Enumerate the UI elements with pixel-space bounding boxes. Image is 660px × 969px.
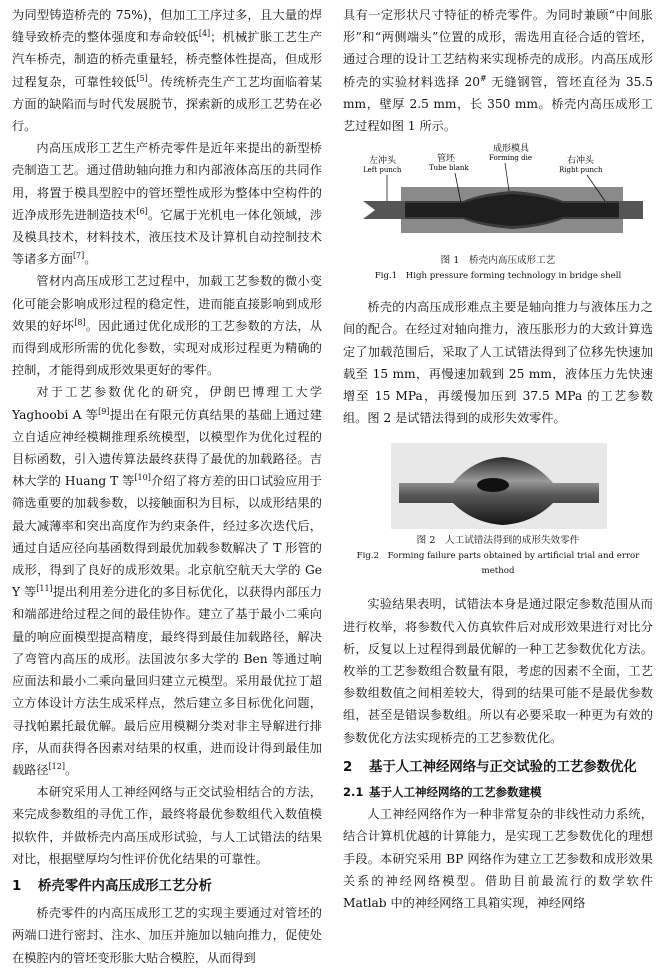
subsection-heading: 2.1 基于人工神经网络的工艺参数建模 bbox=[343, 785, 542, 800]
figure-2-caption-en: Fig.2 Forming failure parts obtained by artificial trial and error method bbox=[356, 551, 640, 577]
label-right-punch-cn: 右冲头 bbox=[567, 156, 595, 167]
label-die-en: Forming die bbox=[489, 154, 532, 163]
paragraph: 为同型铸造桥壳的 75%)，但加工工序过多，且大量的焊缝导致桥壳的整体强度和寿命较低[4]；机械扩胀工艺生产汽车桥壳，制造的桥壳重量轻，桥壳整体性提高，但成形过程复杂，可靠性较低[5]。传统桥壳生产工艺均面临着某方面的缺陷而与时代发展脱节，探索新的成形工艺势在必行。 bbox=[12, 8, 323, 134]
label-left-punch-en: Left punch bbox=[363, 166, 402, 175]
paragraph: 内高压成形工艺生产桥壳零件是近年来提出的新型桥壳制造工艺。通过借助轴向推力和内部液体高压的共同作用，将置于模具型腔中的管坯塑性成形为整体中空构件的近净成形先进制造技术[6]。它属于光机电一体化领域，涉及模具技术，材料技术，液压技术及计算机自动控制技术等诸多方面[7]。 bbox=[12, 141, 323, 267]
right-column bbox=[343, 4, 653, 914]
paragraph: 具有一定形状尺寸特征的桥壳零件。为同时兼顾“中间胀形”和“两侧端头”位置的成形，需选用直径合适的管坯，通过合理的设计工艺结构来实现桥壳的成形。内高压成形桥壳的实验材料选择 20# 无缝钢管，管坯直径为 35.5 mm，壁厚 2.5 mm，长 350 mm。桥壳内高压成形工艺过程如图 1 所示。 bbox=[343, 8, 653, 134]
paragraph: 桥壳的内高压成形难点主要是轴向推力与液体压力之间的配合。在经过对轴向推力，液压胀形力的大致计算选定了加载范围后，采取了人工试错法得到了位移先快速加载至 15 mm，再慢速加载到 25 mm，液体压力先快速增至 15 MPa，再缓慢加压到 37.5 MPa 的工艺参数组。图 2 是试错法得到的成形失效零件。 bbox=[343, 300, 653, 426]
figure-1 bbox=[343, 141, 653, 284]
figure-1-caption-en: Fig.1 High pressure forming technology in bridge shell bbox=[374, 271, 622, 282]
section-heading: 2 基于人工神经网络与正交试验的工艺参数优化 bbox=[343, 759, 637, 775]
label-tube-en: Tube blank bbox=[429, 164, 469, 173]
paragraph: 人工神经网络作为一种非常复杂的非线性动力系统，结合计算机优越的计算能力，是实现工艺参数优化的理想手段。本研究采用 BP 网络作为建立工艺参数和成形效果关系的神经网络模型。借助目前最流行的数学软件 Matlab 中的神经网络工具箱实现，神经网络 bbox=[343, 807, 653, 911]
forming-process-diagram bbox=[343, 141, 653, 253]
figure-1-caption: 图 1 桥壳内高压成形工艺 bbox=[440, 255, 556, 267]
label-right-punch-en: Right punch bbox=[559, 166, 603, 175]
paragraph: 本研究采用人工神经网络与正交试验相结合的方法，来完成参数组的寻优工作，最终将最优参数组代入数值模拟软件，并做桥壳内高压成形试验，与人工试错法的结果对比，根据壁厚均匀性评价优化结果的可靠性。 bbox=[12, 785, 322, 866]
paragraph: 管材内高压成形工艺过程中，加载工艺参数的微小变化可能会影响成形过程的稳定性，进而能直接影响到成形效果的好坏[8]。因此通过优化成形的工艺参数的方法，从而得到成形所需的优化参数，实现对成形过程更为精确的控制，才能得到成形效果更好的零件。 bbox=[12, 274, 323, 378]
paragraph: 桥壳零件的内高压成形工艺的实现主要通过对管坯的两端口进行密封、注水、加压并施加以轴向推力，促使处在模腔内的管坯变形胀大贴合模腔，从而得到 bbox=[12, 906, 322, 965]
section-heading: 1 桥壳零件内高压成形工艺分析 bbox=[12, 878, 213, 894]
left-column bbox=[12, 4, 322, 969]
failed-part-photo bbox=[343, 437, 653, 533]
figure-2-caption: 图 2 人工试错法得到的成形失效零件 bbox=[416, 535, 580, 547]
label-left-punch-cn: 左冲头 bbox=[369, 156, 397, 167]
label-tube-cn: 管坯 bbox=[437, 154, 456, 165]
figure-2 bbox=[343, 437, 653, 579]
label-die-cn: 成形模具 bbox=[493, 144, 530, 155]
paragraph: 实验结果表明，试错法本身是通过限定参数范围从而进行枚举，将参数代入仿真软件后对成形效果进行对比分析，反复以上过程得到最优解的一种工艺参数优化方法。枚举的工艺参数组合数量有限，考虑的因素不全面，工艺参数组数值之间相差较大，得到的结果可能不是最优参数组，甚至是错误参数组。所以有必要采取一种更为有效的参数优化方法实现桥壳的工艺参数优化。 bbox=[343, 597, 653, 745]
paragraph: 对于工艺参数优化的研究，伊朗巴博理工大学 Yaghoobi A 等[9]提出在有限元仿真结果的基础上通过建立自适应神经模糊推理系统模型，以模型作为优化过程的目标函数，引入遗传算法最终获得了最优的加载路径。吉林大学的 Huang T 等[10]介绍了将方差的田口试验应用于筛选重要的加载参数，以接触面积为目标，以成形结果的最大减薄率和突出高度作为约束条件，经过多次迭代后，通过自适应径向基函数得到最优加载参数解决了 T 形管的成形，得到了良好的成形效果。北京航空航天大学的 Ge Y 等[11]提出利用差分进化的多目标优化，以获得内部压力和端部进给过程之间的最佳协作。建立了基于最小二乘向量的响应面模型提高精度，最终得到最佳加载路径，解决了弯管内高压的成形。法国波尔多大学的 Ben 等通过响应面法和最小二乘向量回归建立元模型。采用最优拉丁超立方体设计方法生成采样点，然后建立多目标优化问题，寻找帕累托最优解。最后应用模糊分类对非主导解进行排序，从而获得各因素对结果的权重，进而设计得到最佳加载路径[12]。 bbox=[12, 385, 323, 777]
